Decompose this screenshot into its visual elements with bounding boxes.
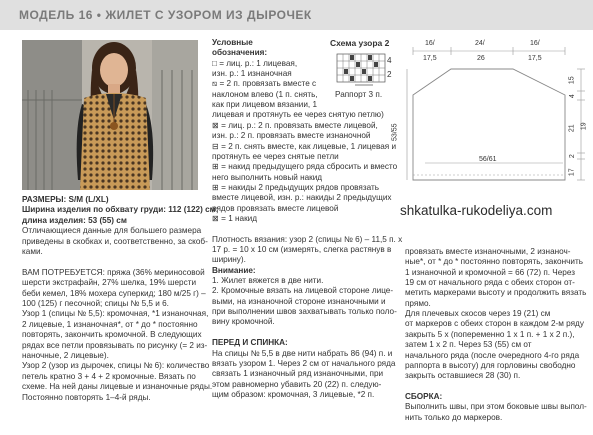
text-line: СБОРКА: bbox=[405, 391, 443, 401]
chart-rapport: Раппорт 3 п. bbox=[335, 90, 383, 99]
text-line: прямо. bbox=[405, 298, 431, 308]
schematic-label: 17 bbox=[568, 168, 576, 177]
text-line: Внимание: bbox=[212, 265, 256, 275]
text-line: от маркеров с обеих сторон в каждом 2-м ряду bbox=[405, 319, 584, 329]
text-line: Постоянно повторять 1–4-й ряды. bbox=[22, 392, 151, 402]
text-line: протянуть ее через снятые петли bbox=[212, 151, 339, 161]
text-line: рядов провязать вместе лицевой bbox=[212, 203, 339, 213]
chart-row-label: 2 bbox=[387, 70, 392, 79]
text-line: выми, на изнаночной стороне изнаночными и bbox=[212, 296, 386, 306]
text-line: вязать узором 1. Через 2 см от начального ряда bbox=[212, 358, 396, 368]
text-line: Отличающиеся данные для большего размера bbox=[22, 226, 202, 236]
text-line: закрыть 5 х (попеременно 1 х 1 п. + 1 х 2 п.), bbox=[405, 329, 575, 339]
text-line: наночные, 2 лицевые). bbox=[22, 351, 109, 360]
text-line: ⊞ = накиды 2 предыдущих рядов провязать bbox=[212, 182, 379, 192]
text-line: провязать вместе изнаночными, 2 изнаноч- bbox=[405, 247, 571, 256]
text-line: ПЕРЕД И СПИНКА: bbox=[212, 338, 288, 348]
text-line: ⊞ = накид предыдущего ряда сбросить и вместо bbox=[212, 162, 398, 172]
text-line: ные*, от * до * постоянно повторять, закончить bbox=[405, 257, 583, 267]
knitting-chart bbox=[330, 38, 405, 108]
schematic-label: 24/ bbox=[475, 40, 485, 47]
text-line: 1. Жилет вяжется в две нити. bbox=[212, 276, 324, 286]
text-line: Выполнить швы, при этом боковые швы выпол- bbox=[405, 402, 587, 412]
schematic-label: 4 bbox=[568, 94, 576, 99]
text-line: раппорта в высоту) для горловины свободно bbox=[405, 360, 576, 370]
text-line: ⊟ = 2 п. снять вместе, как лицевые, 1 лицевая и bbox=[212, 141, 397, 151]
text-line: обозначения: bbox=[212, 48, 268, 58]
text-line: связать 1 изнаночный ряд изнаночными, при bbox=[212, 369, 384, 379]
text-line: 2 лицевые, 1 изнаночная*, от * до * постоянно bbox=[22, 319, 198, 329]
schematic-label: 19 bbox=[580, 122, 588, 131]
text-line: него выполнить новый накид bbox=[212, 172, 323, 182]
text-line: метить маркерами высоту и продолжить вязать bbox=[405, 288, 587, 298]
text-line: Узор 1 (спицы № 5,5): кромочная, *1 изнаночная, bbox=[22, 309, 209, 319]
text-line: На спицы № 5,5 в две нити набрать 86 (94) п. и bbox=[212, 348, 393, 358]
text-line: вину кромочной. bbox=[212, 317, 275, 327]
text-line: приведены в скобках и, соответственно, за скоб- bbox=[22, 236, 208, 246]
text-line: изн. р.: 2 п. провязать вместе изнаночной bbox=[212, 131, 371, 141]
text-line: при выполнении швов захватывать только поло- bbox=[212, 307, 397, 317]
chart-row-label: 4 bbox=[387, 56, 392, 65]
text-line: петель кратно 3 + 4 + 2 кромочные. Вязать по bbox=[22, 371, 196, 381]
text-line: вместе лицевой, изн. р.: накиды 2 предыдущих bbox=[212, 193, 392, 203]
text-line: схеме. На ней даны лицевые и изнаночные ряды. bbox=[22, 382, 213, 392]
text-line: рядах все петли провязывать по рисунку (= 2 из- bbox=[22, 340, 208, 350]
text-line: Условные bbox=[212, 38, 253, 47]
page-header bbox=[0, 0, 593, 30]
schematic-label: 17,5 bbox=[528, 55, 542, 62]
schematic-label: 16/ bbox=[425, 40, 435, 47]
text-line: нить только до маркеров. bbox=[405, 412, 503, 422]
text-line: РАЗМЕРЫ: S/M (L/XL) bbox=[22, 195, 109, 204]
schematic-label: 53/55 bbox=[391, 123, 399, 141]
text-line: изн. р.: 1 изнаночная bbox=[212, 69, 292, 79]
text-line: начального ряда (после очередного 4-го ряда bbox=[405, 350, 580, 360]
schematic-label: 26 bbox=[477, 55, 485, 62]
text-line: шерсти экстрафайн, 27% шелка, 19% шерсти bbox=[22, 278, 197, 288]
text-line: длина изделия: 53 (55) см bbox=[22, 215, 127, 225]
text-line: затем 1 х 2 п. Через 53 (55) см от bbox=[405, 340, 532, 350]
text-line: Узор 2 (узор из дырочек, спицы № 6): количество bbox=[22, 361, 210, 371]
text-line: 100 (125) г песочной; спицы № 5,5 и 6. bbox=[22, 299, 169, 308]
model-photo bbox=[22, 40, 198, 190]
text-line: 1 изнаночной и кромочной = 66 (72) п. Через bbox=[405, 267, 575, 277]
schematic-label: 15 bbox=[568, 76, 576, 85]
schematic-label: 16/ bbox=[530, 40, 540, 47]
schematic-label: 56/61 bbox=[479, 156, 497, 163]
text-line: лицевая и протянуть ее через снятую петлю) bbox=[212, 110, 384, 120]
text-line: наклоном влево (1 п. снять, bbox=[212, 89, 318, 99]
text-line: повторять, закончить кромочной. В следующих bbox=[22, 330, 202, 340]
text-line: Для плечевых скосов через 19 (21) см bbox=[405, 309, 551, 319]
text-line: беби кемел, 18% мохера суперкид; 180 м/25 г) – bbox=[22, 288, 206, 298]
text-line: как при лицевом вязании, 1 bbox=[212, 100, 317, 110]
text-line: Плотность вязания: узор 2 (спицы № 6) – 11,5 п. х bbox=[212, 234, 403, 244]
text-line: ⧅ = 2 п. провязать вместе с bbox=[212, 79, 317, 89]
watermark: shkatulka-rukodeliya.com bbox=[400, 203, 553, 218]
schematic-label: 2 bbox=[568, 154, 576, 159]
model-title: МОДЕЛЬ 16 • ЖИЛЕТ С УЗОРОМ ИЗ ДЫРОЧЕК bbox=[19, 8, 312, 22]
text-line: 19 см от начального ряда с обеих сторон от- bbox=[405, 278, 575, 288]
text-line: ВАМ ПОТРЕБУЕТСЯ: пряжа (36% мериносовой bbox=[22, 267, 205, 277]
text-line: ширину). bbox=[212, 255, 246, 265]
text-line: ками. bbox=[22, 247, 43, 256]
text-line: □ = лиц. р.: 1 лицевая, bbox=[212, 58, 298, 68]
garment-schematic bbox=[391, 35, 590, 195]
text-line: 17 р. = 10 х 10 см (измерять, слегка растянув в bbox=[212, 245, 392, 254]
text-line: этом равномерно убавить 20 (22) п. следую- bbox=[212, 379, 382, 389]
text-line: ⊠ = 1 накид bbox=[212, 213, 258, 223]
chart-title: Схема узора 2 bbox=[330, 38, 390, 48]
text-line: закрыть оставшиеся 28 (30) п. bbox=[405, 371, 521, 381]
text-line: 2. Кромочные вязать на лицевой стороне лице- bbox=[212, 286, 394, 296]
schematic-label: 21 bbox=[568, 124, 576, 133]
schematic-label: 17,5 bbox=[423, 55, 437, 62]
text-line: Ширина изделия по обхвату груди: 112 (122) см; bbox=[22, 205, 219, 215]
text-line: щим образом: кромочная, 3 лицевые, *2 п. bbox=[212, 389, 375, 399]
text-line: ⊠ = лиц. р.: 2 п. провязать вместе лицевой, bbox=[212, 120, 378, 130]
